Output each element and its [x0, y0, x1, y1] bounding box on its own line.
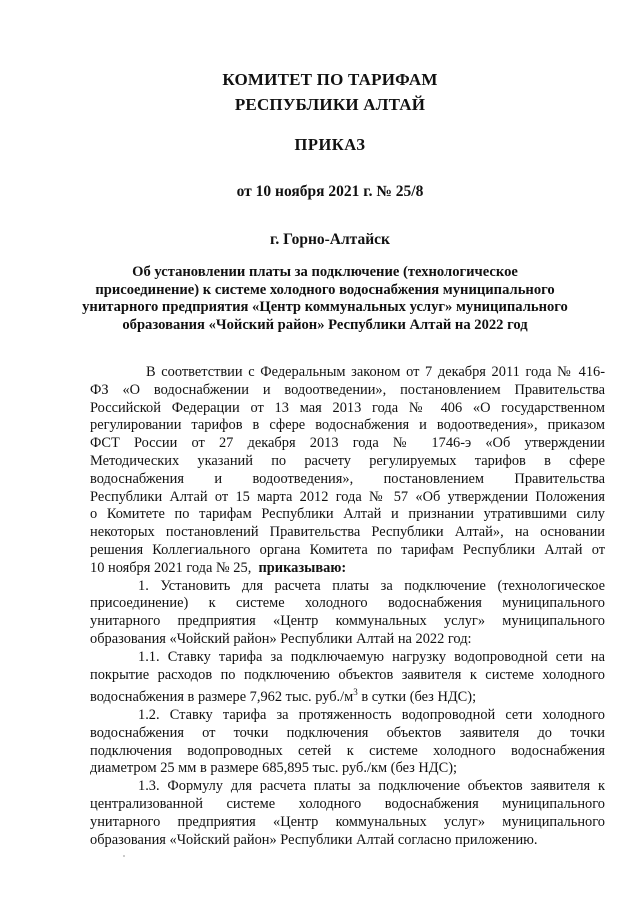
- preamble-line: ФЗ «О водоснабжении и водоотведении», постановлением Правительства: [90, 381, 605, 398]
- order-subject: [80, 264, 570, 334]
- org-name-line1: КОМИТЕТ ПО ТАРИФАМ: [222, 70, 438, 89]
- subject-line: образования «Чойский район» Республики Алтай на 2022 год: [122, 316, 528, 333]
- subject-line: Об установлении платы за подключение (технологическое: [132, 264, 518, 280]
- document-type-title: ПРИКАЗ: [294, 135, 366, 154]
- preamble-line: о Комитете по тарифам Республики Алтай и признании утратившими силу: [90, 506, 605, 523]
- item-1-3-line: унитарного предприятия «Центр коммунальных услуг» муниципального: [90, 813, 605, 830]
- rate-unit-text: в сутки (без НДС);: [357, 689, 477, 706]
- preamble-paragraph: [90, 364, 605, 578]
- city-name: г. Горно-Алтайск: [270, 231, 390, 248]
- subject-line: присоединение) к системе холодного водоснабжения муниципального: [95, 281, 555, 298]
- order-date-number: от 10 ноября 2021 г. № 25/8: [236, 183, 424, 200]
- preamble-line: некоторых постановлений Правительства Республики Алтай», на основании: [90, 524, 605, 541]
- item-1-2-paragraph: [90, 707, 605, 778]
- document-body: [90, 364, 605, 849]
- cubic-superscript: 3: [353, 687, 358, 698]
- rate-text: водоснабжения в размере 7,962 тыс. руб./м: [90, 689, 354, 706]
- preamble-line: регулировании тарифов в сфере водоснабжения и водоотведения», приказом: [90, 417, 605, 434]
- item-1-1-paragraph: [90, 649, 605, 707]
- item-1-2-line: водоснабжения от точки подключения объектов заявителя до точки: [90, 724, 605, 741]
- preamble-date-ref: 10 ноября 2021 года № 25,: [90, 559, 252, 576]
- preamble-line: водоснабжения и водоотведения», постановлением Правительства: [90, 470, 605, 487]
- item-1-2-line: 1.2. Ставку тарифа за протяженность водопроводной сети холодного: [138, 706, 605, 723]
- subject-line: унитарного предприятия «Центр коммунальных услуг» муниципального: [82, 299, 568, 315]
- item-1-3-paragraph: [90, 778, 605, 849]
- item-1-paragraph: [90, 578, 605, 649]
- item-1-1-last-line: [90, 684, 605, 707]
- item-1-2-line: диаметром 25 мм в размере 685,895 тыс. руб./км (без НДС);: [90, 760, 458, 777]
- preamble-line: Методических указаний по расчету регулируемых тарифов в сфере: [90, 452, 605, 469]
- preamble-line: решения Коллегиального органа Комитета по тарифам Республики Алтай от: [90, 541, 605, 558]
- order-word: приказываю:: [258, 559, 347, 576]
- preamble-line: В соответствии с Федеральным законом от 7 декабря 2011 года № 416-: [146, 364, 605, 380]
- preamble-line: ФСТ России от 27 декабря 2013 года № 1746-э «Об утверждении: [90, 435, 605, 452]
- item-1-line: 1. Установить для расчета платы за подключение (технологическое: [138, 577, 605, 594]
- item-1-line: присоединение) к системе холодного водоснабжения муниципального: [90, 595, 605, 612]
- item-1-line: унитарного предприятия «Центр коммунальных услуг» муниципального: [90, 613, 605, 630]
- item-1-2-line: подключения водопроводных сетей к системе холодного водоснабжения: [90, 742, 605, 759]
- item-1-1-line: покрытие расходов по подключению объектов заявителя к системе холодного: [90, 666, 605, 683]
- item-1-3-line: 1.3. Формулу для расчета платы за подключение объектов заявителя к: [138, 778, 605, 795]
- preamble-line: Российской Федерации от 13 мая 2013 года № 406 «О государственном: [90, 399, 605, 416]
- scan-speck: [123, 855, 125, 857]
- org-name-line2: РЕСПУБЛИКИ АЛТАЙ: [234, 95, 426, 114]
- item-1-line: образования «Чойский район» Республики Алтай на 2022 год:: [90, 630, 472, 647]
- item-1-3-line: образования «Чойский район» Республики Алтай согласно приложению.: [90, 831, 538, 848]
- item-1-1-line: 1.1. Ставку тарифа за подключаемую нагрузку водопроводной сети на: [138, 648, 605, 665]
- preamble-last-line: [90, 560, 605, 578]
- preamble-line: Республики Алтай от 15 марта 2012 года № 57 «Об утверждении Положения: [90, 488, 605, 505]
- item-1-3-line: централизованной системе холодного водоснабжения муниципального: [90, 795, 605, 812]
